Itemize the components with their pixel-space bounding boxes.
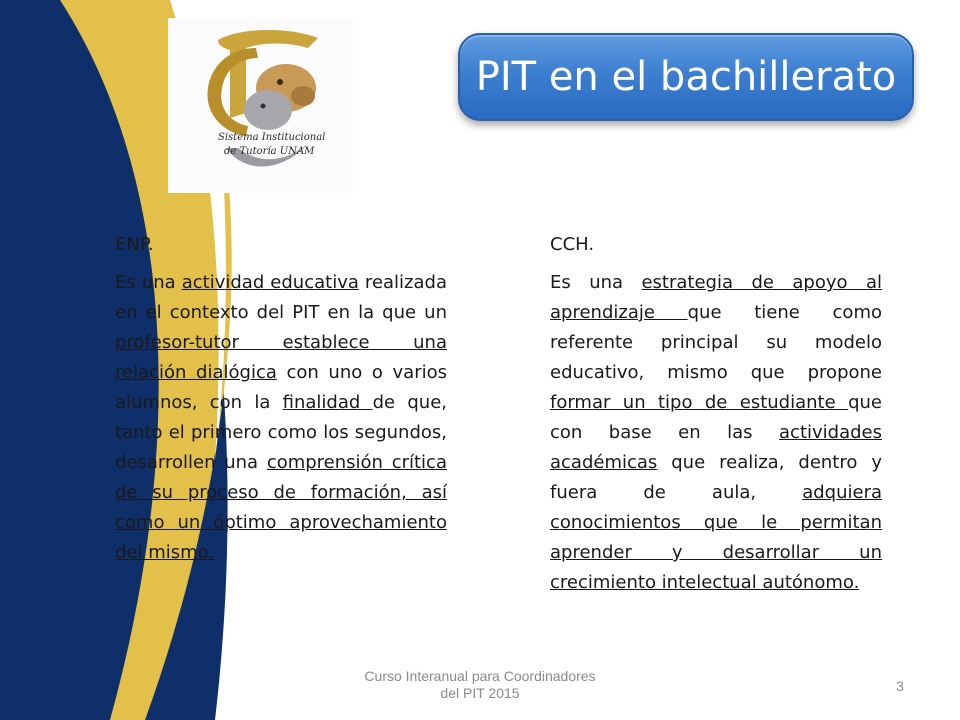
enp-paragraph xyxy=(115,268,447,568)
page-number: 3 xyxy=(896,678,904,694)
text-run: de que, tanto el primero como los segundos, desarrollen una xyxy=(115,392,447,473)
text-run: que tiene como referente principal su modelo educativo, mismo que propone xyxy=(550,302,882,383)
underlined-phrase: estrategia de apoyo al aprendizaje xyxy=(550,272,882,323)
cch-heading: CCH. xyxy=(550,234,595,255)
text-run: Es una xyxy=(550,272,642,293)
cch-paragraph xyxy=(550,268,882,598)
text-run: realizada en el contexto del PIT en la que un xyxy=(115,272,447,323)
underlined-phrase: comprensión crítica de su proceso de formación, así como un óptimo aprovechamiento del mismo. xyxy=(115,452,447,563)
enp-column xyxy=(115,230,447,568)
logo-text-line1: Sistema Institucional xyxy=(218,132,326,143)
text-run: Es una xyxy=(115,272,182,293)
footer-line1: Curso Interanual para Coordinadores xyxy=(364,668,596,684)
enp-heading: ENP. xyxy=(115,234,154,255)
underlined-phrase: finalidad xyxy=(282,392,373,413)
underlined-phrase: actividades académicas xyxy=(550,422,882,473)
underlined-phrase: profesor-tutor establece una relación dialógica xyxy=(115,332,447,383)
title-banner xyxy=(458,33,914,121)
footer-line2: del PIT 2015 xyxy=(440,685,520,701)
tutoria-unam-logo xyxy=(168,18,353,193)
underlined-phrase: actividad educativa xyxy=(181,272,359,293)
underlined-phrase: adquiera conocimientos que le permitan aprender y desarrollar un crecimiento intelectual autónomo. xyxy=(550,482,882,593)
slide-title: PIT en el bachillerato xyxy=(475,54,897,100)
footer-text xyxy=(330,668,630,702)
underlined-phrase: formar un tipo de estudiante xyxy=(550,392,849,413)
text-run: que realiza, dentro y fuera de aula, xyxy=(550,452,882,503)
text-run: que con base en las xyxy=(550,392,882,443)
logo-text-line2: de Tutoría UNAM xyxy=(224,146,315,157)
text-run: con uno o varios alumnos, con la xyxy=(115,362,447,413)
cch-column xyxy=(550,230,882,598)
